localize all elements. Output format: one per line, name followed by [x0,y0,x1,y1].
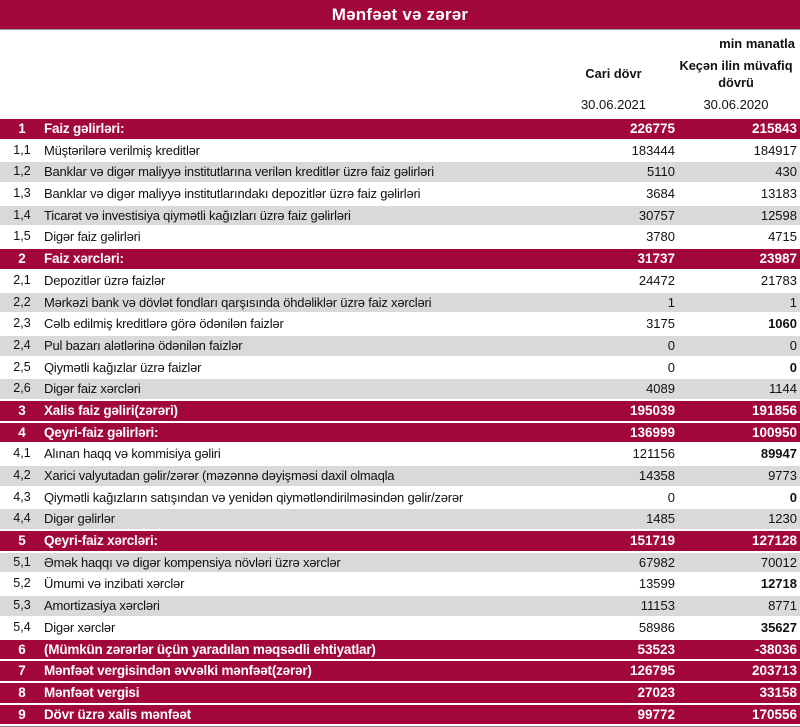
column-dates-row [0,94,800,115]
value-current: 3780 [646,229,675,245]
row-label: Digər gəlirlər [44,511,115,527]
row-number: 1,4 [13,207,31,222]
row-label: Ümumi və inzibati xərclər [44,576,185,592]
page-title: Mənfəət və zərər [0,0,800,30]
row-number: 1,3 [13,186,31,201]
row-number: 8 [18,684,26,700]
row-number: 7 [18,663,26,679]
row-number: 1 [18,121,26,136]
value-previous: 8771 [768,598,797,614]
value-previous: 4715 [768,229,797,245]
value-current: 53523 [637,641,675,657]
value-previous: 89947 [760,446,797,462]
row-label: Mərkəzi bank və dövlət fondları qarşısında öhdəliklər üzrə faiz xərcləri [44,294,432,310]
table-row [0,119,800,139]
row-number: 5,3 [13,598,31,613]
unit-note: min manatla [719,36,795,51]
value-previous: 0 [789,337,797,353]
value-previous: 33158 [759,684,797,700]
row-number: 1,1 [13,142,31,157]
row-number: 1,2 [13,164,31,179]
value-previous: 35627 [760,619,797,635]
row-label: Amortizasiya xərcləri [44,598,160,614]
value-current: 99772 [637,706,675,722]
value-previous: 215843 [751,121,797,136]
table-row [0,531,800,551]
value-current: 0 [667,359,675,375]
value-current: 14358 [638,468,675,483]
value-previous: 70012 [760,554,797,570]
table-row [0,401,800,421]
row-number: 5,2 [13,576,31,591]
row-number: 2,3 [13,316,31,331]
row-label: Mənfəət vergisi [44,684,140,700]
table-row [0,249,800,269]
value-current: 5110 [647,164,675,180]
column-date-previous: 30.06.2020 [703,97,769,112]
value-current: 31737 [637,251,675,267]
column-header-current: Cari dövr [585,66,642,82]
row-label: Qiymətli kağızlar üzrə faizlər [44,359,202,375]
table-row [0,336,800,356]
row-number: 4,2 [13,468,31,482]
row-number: 5,1 [13,554,31,569]
table-row [0,509,800,529]
value-previous: 127128 [751,533,797,549]
row-label: Banklar və digər maliyyə institutlarındakı depozitlər üzrə faiz gəlirləri [44,186,421,202]
table-row [0,423,800,443]
value-current: 58986 [638,619,675,635]
row-label: Digər faiz gəlirləri [44,229,141,245]
value-current: 27023 [637,684,675,700]
row-label: Faiz gəlirləri: [44,121,125,136]
value-current: 136999 [629,424,675,440]
value-previous: -38036 [754,641,797,657]
value-current: 24472 [638,272,675,288]
row-label: Cəlb edilmiş kreditlərə görə ödənilən faizlər [44,316,284,332]
row-number: 6 [18,641,26,657]
value-previous: 12598 [760,207,797,223]
row-number: 2,4 [13,337,31,352]
value-previous: 13183 [760,186,797,202]
value-previous: 9773 [768,468,797,483]
value-current: 195039 [629,402,675,418]
table-row [0,618,800,638]
table-row [0,596,800,616]
value-previous: 1230 [768,511,797,527]
row-label: Depozitlər üzrə faizlər [44,272,166,288]
value-previous: 203713 [751,663,797,679]
row-number: 2 [18,251,26,267]
value-current: 0 [667,489,675,505]
table-row [0,574,800,594]
pl-table-body [0,119,800,727]
row-number: 4,3 [13,489,31,504]
row-number: 4,1 [13,446,31,461]
value-previous: 430 [775,164,797,180]
value-current: 226775 [629,121,675,136]
table-row [0,358,800,378]
table-row [0,466,800,486]
table-row [0,293,800,313]
value-previous: 12718 [760,576,797,592]
value-previous: 21783 [760,272,797,288]
row-label: Pul bazarı alətlərinə ödənilən faizlər [44,337,243,353]
row-number: 2,1 [13,272,31,287]
row-label: Mənfəət vergisindən əvvəlki mənfəət(zərər) [44,663,312,679]
table-row [0,141,800,161]
table-header [0,30,800,115]
column-header-previous: Keçən ilin müvafiq dövrü [679,57,793,90]
value-previous: 100950 [751,424,797,440]
value-current: 3175 [646,316,675,332]
table-row [0,661,800,681]
value-current: 30757 [638,207,675,223]
table-row [0,683,800,703]
table-row [0,379,800,399]
row-number: 2,6 [13,381,31,396]
value-current: 1 [667,294,675,310]
row-label: Digər faiz xərcləri [44,381,141,397]
row-number: 4,4 [13,511,31,526]
row-label: Alınan haqq və kommisiya gəliri [44,446,221,462]
value-current: 1485 [646,511,675,527]
row-label: Ticarət və investisiya qiymətli kağızları üzrə faiz gəlirləri [44,207,351,223]
table-row [0,553,800,573]
row-number: 2,5 [13,359,31,374]
row-label: Müştərilərə verilmiş kreditlər [44,142,200,158]
table-row [0,206,800,226]
value-current: 121156 [632,446,675,462]
value-current: 0 [667,337,675,353]
value-current: 126795 [629,663,675,679]
value-current: 13599 [638,576,675,592]
row-label: Banklar və digər maliyyə institutlarına verilən kreditlər üzrə faiz gəlirləri [44,164,434,180]
value-current: 3684 [646,186,675,202]
value-previous: 23987 [759,251,797,267]
value-current: 183444 [631,142,675,158]
row-label: Xalis faiz gəliri(zərəri) [44,402,178,418]
table-row [0,227,800,247]
row-label: Əmək haqqı və digər kompensiya növləri üzrə xərclər [44,554,341,570]
value-current: 4089 [646,381,675,397]
row-label: Qeyri-faiz gəlirləri: [44,424,159,440]
table-row [0,314,800,334]
table-row [0,444,800,464]
value-previous: 1 [789,294,797,310]
column-date-current: 30.06.2021 [580,97,647,112]
value-previous: 184917 [753,142,797,158]
value-previous: 0 [789,359,797,375]
row-number: 9 [18,706,26,722]
row-number: 5 [18,533,26,549]
value-previous: 170556 [751,706,797,722]
row-number: 3 [18,402,26,418]
row-label: (Mümkün zərərlər üçün yaradılan məqsədli ehtiyatlar) [44,641,376,657]
row-number: 1,5 [13,229,31,244]
row-number: 2,2 [13,294,31,309]
row-label: Digər xərclər [44,619,116,635]
row-label: Qeyri-faiz xərcləri: [44,533,158,549]
value-previous: 1060 [768,316,797,332]
table-row [0,488,800,508]
row-label: Xarici valyutadan gəlir/zərər (məzənnə dəyişməsi daxil olmaqla [44,468,395,483]
column-headers-row [0,54,800,94]
row-label: Faiz xərcləri: [44,251,124,267]
value-current: 151719 [629,533,675,549]
table-row [0,162,800,182]
row-number: 5,4 [13,619,31,634]
row-number: 4 [18,424,26,440]
value-previous: 191856 [751,402,797,418]
table-row [0,705,800,725]
value-previous: 1144 [769,381,797,397]
value-current: 67982 [638,554,675,570]
table-row [0,184,800,204]
table-row [0,640,800,660]
row-label: Qiymətli kağızların satışından və yenidən qiymətləndirilməsindən gəlir/zərər [44,489,464,505]
value-current: 11153 [640,598,675,614]
value-previous: 0 [789,489,797,505]
table-row [0,271,800,291]
row-label: Dövr üzrə xalis mənfəət [44,706,191,722]
